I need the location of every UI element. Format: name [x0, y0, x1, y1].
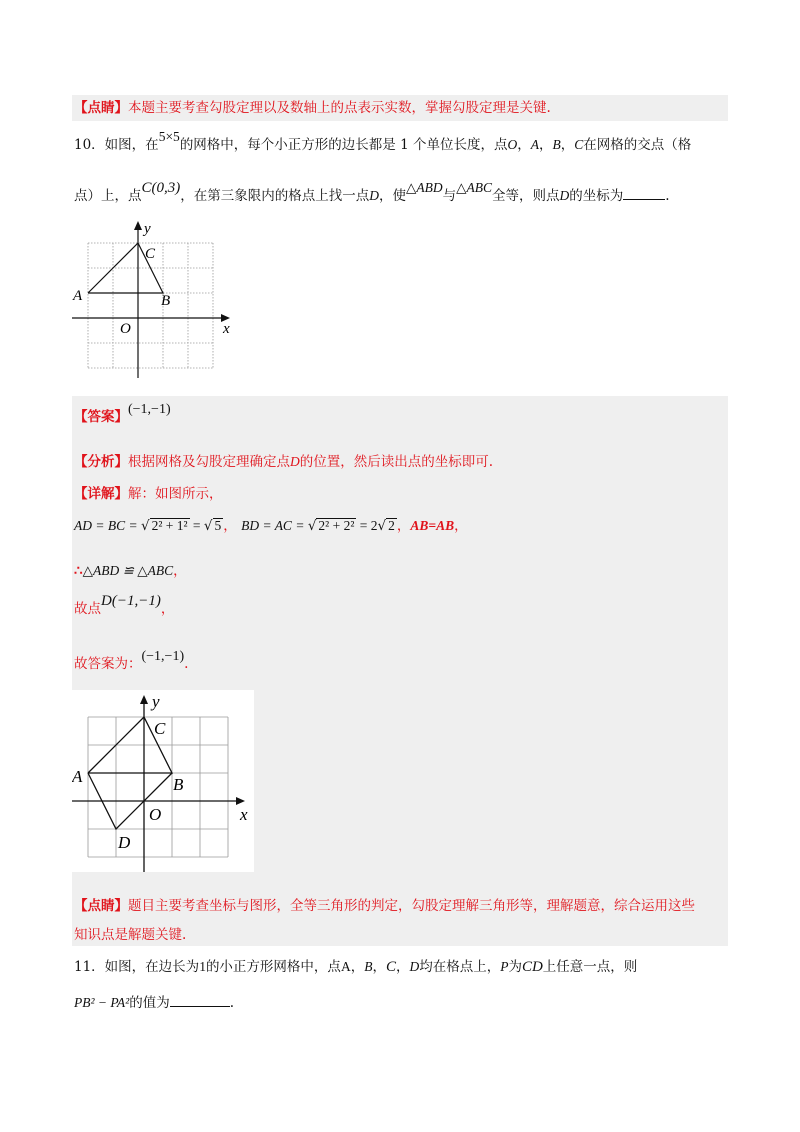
point-c-coord: C(0,3)	[141, 180, 181, 196]
segment-cd: CD	[521, 959, 543, 975]
analysis-text: 的位置，然后读出点的坐标即可.	[299, 454, 494, 470]
unit-length: 1	[199, 959, 206, 974]
eq2-equals: = 2	[356, 518, 378, 533]
eq2-lhs: BD = AC =	[241, 518, 308, 533]
eq1-equals: =	[189, 518, 204, 533]
so-answer-text: 故答案为：	[74, 656, 142, 672]
separator: ，	[350, 959, 365, 975]
x-axis-label: x	[240, 805, 248, 824]
eq1-result: 5	[214, 518, 222, 533]
q11-line2	[74, 992, 234, 1013]
q11-line1	[74, 957, 637, 977]
comment-text: 本题主要考查勾股定理以及数轴上的点表示实数，掌握勾股定理是关键.	[128, 100, 551, 116]
answer-line	[74, 402, 171, 428]
point-d: D	[290, 454, 300, 469]
q10-text: 10．如图，在	[74, 137, 159, 153]
point-a: A	[340, 959, 351, 974]
congruence-statement: △ABD ≌ △ABC	[82, 563, 174, 578]
analysis-tag: 【分析】	[74, 454, 128, 470]
so-point-text: 故点	[74, 601, 101, 617]
q10-text: 的坐标为	[569, 188, 624, 204]
expression: PB² − PA²	[74, 995, 130, 1010]
q10-line2	[74, 180, 670, 206]
q10-text: 在网格的交点（格	[583, 137, 692, 153]
q11-text: 的值为	[129, 995, 170, 1011]
eq2-radicand: 2² + 2²	[318, 518, 355, 533]
therefore-line	[74, 561, 187, 581]
analysis-line	[74, 452, 493, 472]
separator: ，	[454, 518, 468, 534]
q10-text: ，在第三象限内的格点上找一点	[180, 188, 370, 204]
label-a: A	[72, 767, 83, 786]
eq3: AB=AB	[410, 518, 455, 533]
q11-text: 为	[508, 959, 522, 975]
comment-tag: 【点睛】	[74, 898, 128, 914]
q10-text: 的网格中，每个小正方形的边长都是 1 个单位长度，点	[179, 137, 508, 153]
comment-tag: 【点睛】	[74, 100, 128, 116]
so-answer-line	[74, 649, 189, 675]
separator: ，	[396, 518, 411, 534]
label-o: O	[120, 321, 131, 337]
figure-1	[72, 216, 242, 380]
q10-text: 全等，则点	[492, 188, 560, 204]
answer-value: (−1,−1)	[141, 649, 185, 664]
q10-text: 点）上，点	[74, 188, 142, 204]
label-b: B	[173, 775, 184, 794]
figure-2	[72, 690, 254, 872]
point-a: A	[530, 137, 539, 152]
point-c: C	[574, 137, 584, 152]
answer-blank	[623, 185, 665, 200]
detail-line	[74, 484, 223, 504]
q10-line1: 10．如图，在5×5的网格中，每个小正方形的边长都是 1 个单位长度，点O，A，B，C在网格的交点（格	[74, 129, 692, 153]
comment-text: 题目主要考查坐标与图形，全等三角形的判定，勾股定理解三角形等，理解题意，综合运用这些	[128, 898, 695, 914]
label-c: C	[145, 246, 156, 262]
answer-value: (−1,−1)	[128, 402, 171, 417]
answer-blank	[170, 992, 230, 1007]
point-b: B	[552, 137, 561, 152]
q11-text: 上任意一点，则	[542, 959, 638, 975]
q11-text: 11．如图，在边长为	[74, 959, 200, 975]
point-o: O	[507, 137, 518, 152]
triangle-abd: △ABD	[406, 180, 443, 195]
detail-text: 解：如图所示，	[128, 486, 223, 502]
detail-tag: 【详解】	[74, 486, 128, 502]
point-d: D	[369, 188, 379, 203]
q10-text: ，使	[379, 188, 406, 204]
point-b: B	[364, 959, 373, 974]
eq1-radicand: 2² + 1²	[151, 518, 188, 533]
point-d-coord: D(−1,−1)	[101, 593, 161, 609]
separator: ，	[223, 518, 237, 534]
period: .	[184, 656, 189, 672]
x-axis-label: x	[223, 321, 230, 337]
label-o: O	[149, 805, 162, 824]
eq1-lhs: AD = BC =	[74, 518, 141, 533]
label-b: B	[161, 293, 171, 309]
q10-comment-line2	[74, 925, 186, 945]
q10-text: 与	[442, 188, 457, 204]
equation-line: AD = BC = √ 2² + 1² = √ 5 ， BD = AC = √ 2² + 2² = 2√ 2 ，AB=AB，	[74, 518, 468, 534]
label-d: D	[118, 833, 131, 852]
label-c: C	[154, 719, 166, 738]
y-axis-label: y	[144, 221, 151, 237]
analysis-text: 根据网格及勾股定理确定点	[128, 454, 290, 470]
so-point-line	[74, 593, 175, 619]
label-a: A	[73, 288, 83, 304]
q11-text: 的小正方形网格中，点	[205, 959, 341, 975]
point-c: C	[385, 959, 396, 975]
comma: ，	[160, 601, 175, 617]
period: .	[665, 188, 670, 204]
comment-text: 知识点是解题关键.	[74, 927, 187, 943]
q9-comment	[74, 98, 551, 118]
period: .	[229, 995, 234, 1011]
therefore-symbol: ∴	[74, 563, 83, 579]
q10-comment-line1	[74, 896, 695, 916]
point-p: P	[500, 959, 509, 974]
triangle-abc: △ABC	[456, 180, 493, 195]
point-d: D	[559, 188, 570, 203]
separator: ，	[372, 959, 386, 975]
eq2-result: 2	[388, 518, 395, 533]
answer-tag: 【答案】	[74, 409, 128, 425]
separator: ，	[395, 959, 410, 975]
q11-text: 均在格点上，	[419, 959, 501, 975]
y-axis-label: y	[152, 692, 160, 711]
grid-size: 5×5	[158, 129, 180, 144]
comma: ，	[173, 563, 187, 579]
point-d: D	[409, 959, 420, 974]
